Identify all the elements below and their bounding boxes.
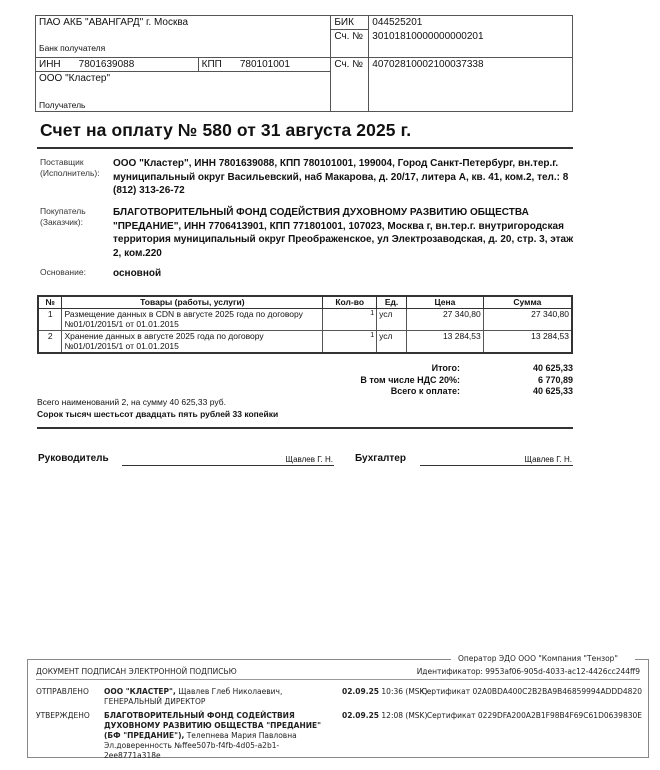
buyer-label-line1: Покупатель <box>40 206 86 216</box>
due-row <box>300 386 573 398</box>
edo-entry-datetime <box>342 687 427 696</box>
stamp-border <box>635 659 649 660</box>
recipient-name: ООО "Кластер" <box>39 73 111 84</box>
row-name-line1: Хранение данных в августе 2025 года по договору <box>64 330 264 341</box>
recipient-cell <box>36 72 331 112</box>
summary-words: Сорок тысяч шестьсот двадцать пять рублей 33 копейки <box>37 409 279 419</box>
edo-entry-signer <box>104 687 334 707</box>
kpp-cell <box>198 58 331 72</box>
edo-entry-certificate: Сертификат 0229DFA200A2B1F98B4F69C61D0639830E <box>426 711 642 720</box>
row-unit: усл <box>377 308 407 330</box>
vat-row <box>300 375 573 387</box>
buyer-value: БЛАГОТВОРИТЕЛЬНЫЙ ФОНД СОДЕЙСТВИЯ ДУХОВНОМУ РАЗВИТИЮ ОБЩЕСТВА "ПРЕДАНИЕ", ИНН 7706413901, КПП 771801001, 107023, Москва г, вн.тер.г. внутригородская территория муниципальный округ Преображенское, ул Электрозаводская, д. 20, стр. 3, этаж 2, ком.220 <box>113 207 574 259</box>
due-label: Всего к оплате: <box>390 386 460 396</box>
invoice-title: Счет на оплату № 580 от 31 августа 2025 г. <box>40 120 412 140</box>
edo-entry-time: 10:36 (MSK) <box>379 687 428 696</box>
inn-value: 7801639088 <box>78 59 135 70</box>
row-sum: 13 284,53 <box>483 330 572 353</box>
total-label: Итого: <box>431 363 460 373</box>
row-name <box>62 308 323 330</box>
supplier-value: ООО "Кластер", ИНН 7801639088, КПП 780101001, 199004, Город Санкт-Петербург, вн.тер.г. муниципальный округ Васильевский, наб Макарова, д. 20/17, литера А, кв. 41, ком.2, тел.: 8 (812) 313-26-72 <box>113 158 569 196</box>
edo-entry-datetime <box>342 711 427 720</box>
table-header-row <box>38 296 572 308</box>
stamp-border <box>27 659 451 660</box>
account-value: 40702810002100037338 <box>369 58 573 112</box>
edo-entry-date: 02.09.25 <box>342 687 380 696</box>
basis-value: основной <box>113 268 162 279</box>
row-price: 27 340,80 <box>407 308 484 330</box>
inn-cell <box>36 58 199 72</box>
col-header-name: Товары (работы, услуги) <box>62 296 323 308</box>
items-table <box>37 295 573 354</box>
buyer-label-line2: (Заказчик): <box>40 217 83 227</box>
due-value: 40 625,33 <box>532 386 573 396</box>
edo-entry-person: Телепнева Мария Павловна <box>184 731 297 740</box>
col-header-price: Цена <box>407 296 484 308</box>
row-qty: 1 <box>323 330 377 353</box>
summary-count: Всего наименований 2, на сумму 40 625,33 руб. <box>37 397 226 407</box>
bank-details-table <box>35 15 573 112</box>
buyer-label <box>40 206 108 228</box>
edo-entry-status: ОТПРАВЛЕНО <box>36 687 89 696</box>
col-header-unit: Ед. <box>377 296 407 308</box>
edo-signature-stamp <box>27 654 649 760</box>
row-name <box>62 330 323 353</box>
row-sum: 27 340,80 <box>483 308 572 330</box>
kpp-label: КПП <box>201 59 222 70</box>
row-num: 1 <box>38 308 62 330</box>
row-qty: 1 <box>323 308 377 330</box>
edo-entry-org: БЛАГОТВОРИТЕЛЬНЫЙ ФОНД СОДЕЙСТВИЯ ДУХОВНОМУ РАЗВИТИЮ ОБЩЕСТВА "ПРЕДАНИЕ" (БФ "ПРЕДАНИЕ"), <box>104 711 322 740</box>
row-unit: усл <box>377 330 407 353</box>
edo-entry-signer <box>104 711 334 761</box>
supplier-label <box>40 157 108 179</box>
total-row <box>300 363 573 375</box>
account-label: Сч. № <box>331 58 369 112</box>
accountant-name: Щавлев Г. Н. <box>524 455 572 464</box>
supplier-label-line1: Поставщик <box>40 157 84 167</box>
bik-value: 044525201 <box>369 16 573 30</box>
bank-label: Банк получателя <box>36 42 331 58</box>
edo-entry-org: ООО "КЛАСТЕР", <box>104 687 176 696</box>
accountant-signature-line <box>420 465 573 466</box>
kpp-value: 780101001 <box>239 59 290 70</box>
vat-label: В том числе НДС 20%: <box>360 374 460 385</box>
basis-label: Основание: <box>40 267 86 277</box>
edo-operator: Оператор ЭДО ООО "Компания "Тензор" <box>458 654 618 663</box>
edo-entry-status: УТВЕРЖДЕНО <box>36 711 90 720</box>
edo-header: ДОКУМЕНТ ПОДПИСАН ЭЛЕКТРОННОЙ ПОДПИСЬЮ <box>36 667 237 676</box>
col-header-qty: Кол-во <box>323 296 377 308</box>
divider <box>37 427 573 429</box>
col-header-num: № <box>38 296 62 308</box>
corr-account-value: 30101810000000000201 <box>369 30 573 58</box>
row-num: 2 <box>38 330 62 353</box>
vat-value: 6 770,89 <box>537 374 573 385</box>
divider <box>36 679 640 680</box>
edo-entry-power-of-attorney: Эл.доверенность №ffee507b-f4fb-4d05-a2b1-2ee8771a318e <box>104 741 280 760</box>
edo-identifier: Идентификатор: 9953af06-905d-4033-ac12-4426cc244ff9 <box>416 667 640 676</box>
director-name: Щавлев Г. Н. <box>285 455 333 464</box>
table-row <box>38 330 572 353</box>
director-label: Руководитель <box>38 453 109 464</box>
row-name-line1: Размещение данных в CDN в августе 2025 года по договору <box>64 308 303 319</box>
bank-name: ПАО АКБ "АВАНГАРД" г. Москва <box>36 16 331 42</box>
row-price: 13 284,53 <box>407 330 484 353</box>
total-value: 40 625,33 <box>532 363 573 373</box>
supplier-label-line2: (Исполнитель): <box>40 168 100 178</box>
accountant-label: Бухгалтер <box>355 453 406 464</box>
edo-entry-date: 02.09.25 <box>342 711 380 720</box>
row-name-line2: №01/01/2015/1 от 01.01.2015 <box>64 341 179 351</box>
divider <box>37 147 573 149</box>
director-signature-line <box>122 465 334 466</box>
inn-label: ИНН <box>39 59 61 70</box>
edo-entry-time: 12:08 (MSK) <box>379 711 428 720</box>
corr-account-label: Сч. № <box>331 30 369 58</box>
bik-label: БИК <box>331 16 369 30</box>
row-name-line2: №01/01/2015/1 от 01.01.2015 <box>64 319 179 329</box>
recipient-label: Получатель <box>39 100 86 110</box>
edo-entry-certificate: Сертификат 02A0BDA400C2B2BA9B46859994ADDD4820 <box>421 687 642 696</box>
table-row <box>38 308 572 330</box>
totals-block <box>300 363 573 398</box>
edo-entry-person: Щавлев Глеб Николаевич, ГЕНЕРАЛЬНЫЙ ДИРЕКТОР <box>104 687 283 706</box>
col-header-sum: Сумма <box>483 296 572 308</box>
